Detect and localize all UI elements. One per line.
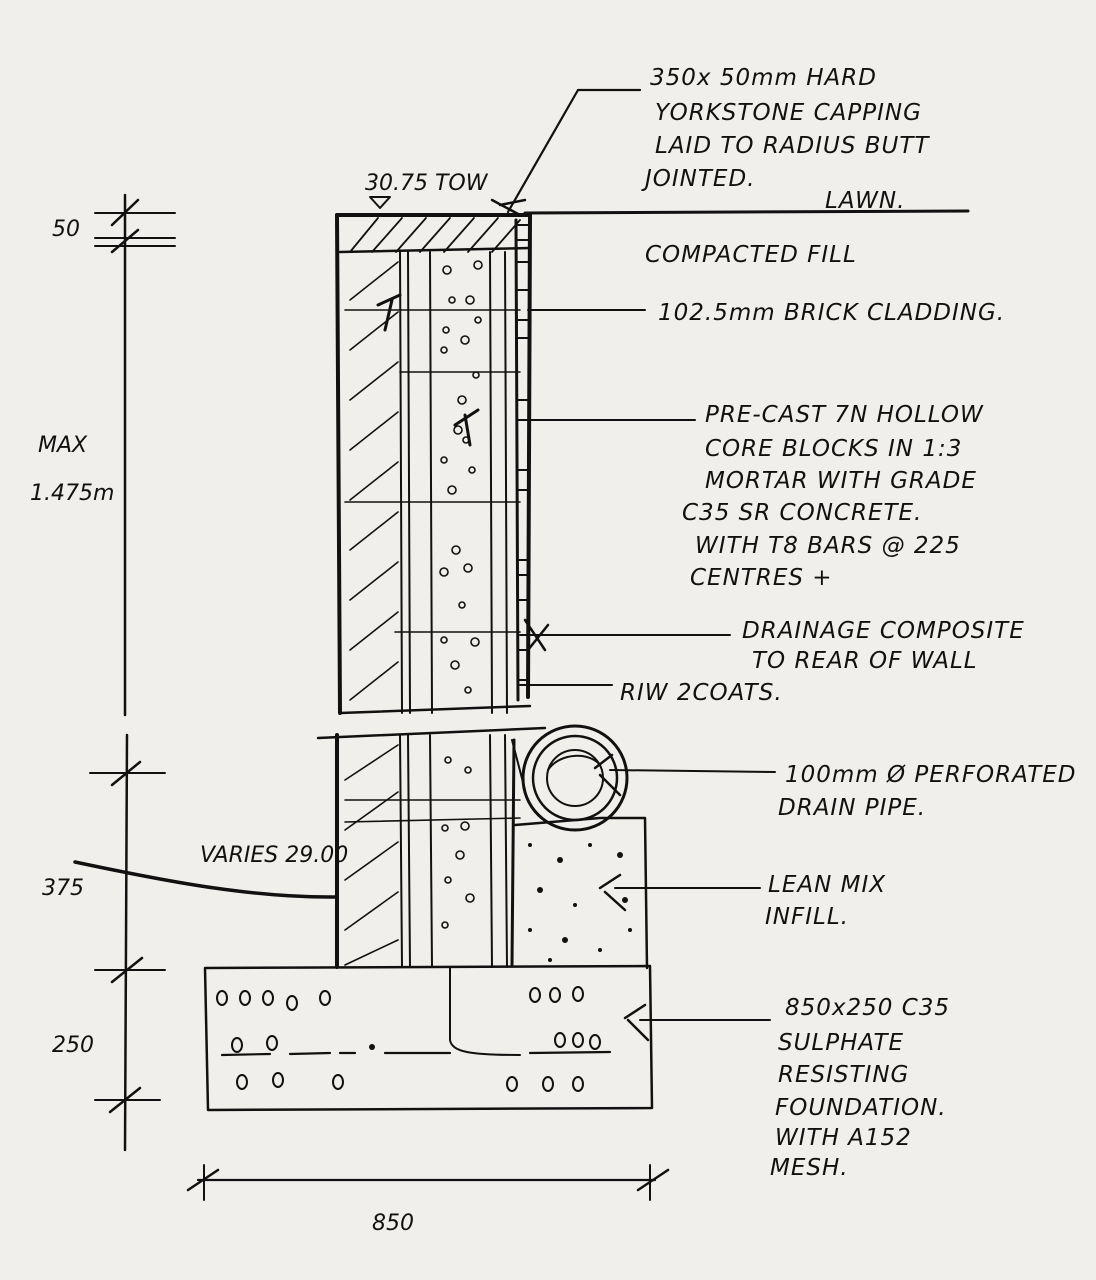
block-fill-dots [440, 261, 482, 693]
svg-text:350x 50mm HARD: 350x 50mm HARD [650, 65, 877, 91]
dim-wall-height-1: MAX [38, 433, 88, 458]
svg-text:DRAINAGE COMPOSITE: DRAINAGE COMPOSITE [742, 618, 1025, 644]
foundation [205, 966, 652, 1110]
drain-pipe [523, 726, 627, 830]
annotation-lean-mix [765, 872, 886, 930]
svg-text:MORTAR WITH GRADE: MORTAR WITH GRADE [705, 468, 977, 494]
svg-text:TO REAR OF WALL: TO REAR OF WALL [752, 648, 978, 674]
svg-text:CORE BLOCKS IN 1:3: CORE BLOCKS IN 1:3 [705, 436, 963, 462]
svg-text:FOUNDATION.: FOUNDATION. [775, 1095, 947, 1121]
lean-mix-infill [515, 818, 647, 968]
svg-text:CENTRES +: CENTRES + [690, 565, 833, 591]
svg-text:YORKSTONE CAPPING: YORKSTONE CAPPING [655, 100, 922, 126]
svg-text:RESISTING: RESISTING [778, 1062, 910, 1088]
svg-text:SULPHATE: SULPHATE [778, 1030, 905, 1056]
annotation-compacted-fill: COMPACTED FILL [645, 242, 857, 268]
svg-text:WITH A152: WITH A152 [775, 1125, 912, 1151]
annotation-blocks [682, 402, 984, 591]
annotation-brick-cladding: 102.5mm BRICK CLADDING. [658, 300, 1006, 326]
svg-text:LEAN MIX: LEAN MIX [768, 872, 886, 898]
wall-lower [318, 728, 545, 967]
svg-text:C35 SR CONCRETE.: C35 SR CONCRETE. [682, 500, 923, 526]
top-of-wall-level: 30.75 TOW [365, 171, 488, 196]
svg-text:LAID TO RADIUS BUTT: LAID TO RADIUS BUTT [655, 133, 930, 159]
vertical-dimension-line [90, 195, 175, 1150]
dim-wall-height-2: 1.475m [30, 481, 115, 506]
dim-footing-width: 850 [372, 1211, 414, 1236]
svg-text:PRE-CAST 7N HOLLOW: PRE-CAST 7N HOLLOW [705, 402, 984, 428]
svg-text:850x250 C35: 850x250 C35 [785, 995, 951, 1021]
annotation-lawn: LAWN. [825, 188, 906, 214]
annotation-riw: RIW 2COATS. [620, 680, 783, 706]
annotation-drainage [742, 618, 1025, 674]
annotation-capping [641, 65, 930, 192]
dim-footing: 250 [52, 1033, 94, 1058]
ground-level-label: VARIES 29.00 [200, 843, 349, 868]
svg-text:100mm Ø PERFORATED: 100mm Ø PERFORATED [785, 762, 1077, 788]
dim-capping: 50 [52, 217, 80, 242]
svg-text:JOINTED.: JOINTED. [645, 166, 756, 192]
dim-upper-footing: 375 [42, 876, 84, 901]
svg-text:INFILL.: INFILL. [765, 904, 849, 930]
wall-upper [337, 215, 530, 713]
svg-text:MESH.: MESH. [770, 1155, 849, 1181]
annotation-foundation [770, 995, 950, 1181]
svg-text:DRAIN PIPE.: DRAIN PIPE. [778, 795, 927, 821]
annotation-drain-pipe [778, 762, 1076, 821]
svg-text:WITH T8 BARS @ 225: WITH T8 BARS @ 225 [695, 533, 961, 559]
width-dimension-line [188, 1165, 668, 1200]
